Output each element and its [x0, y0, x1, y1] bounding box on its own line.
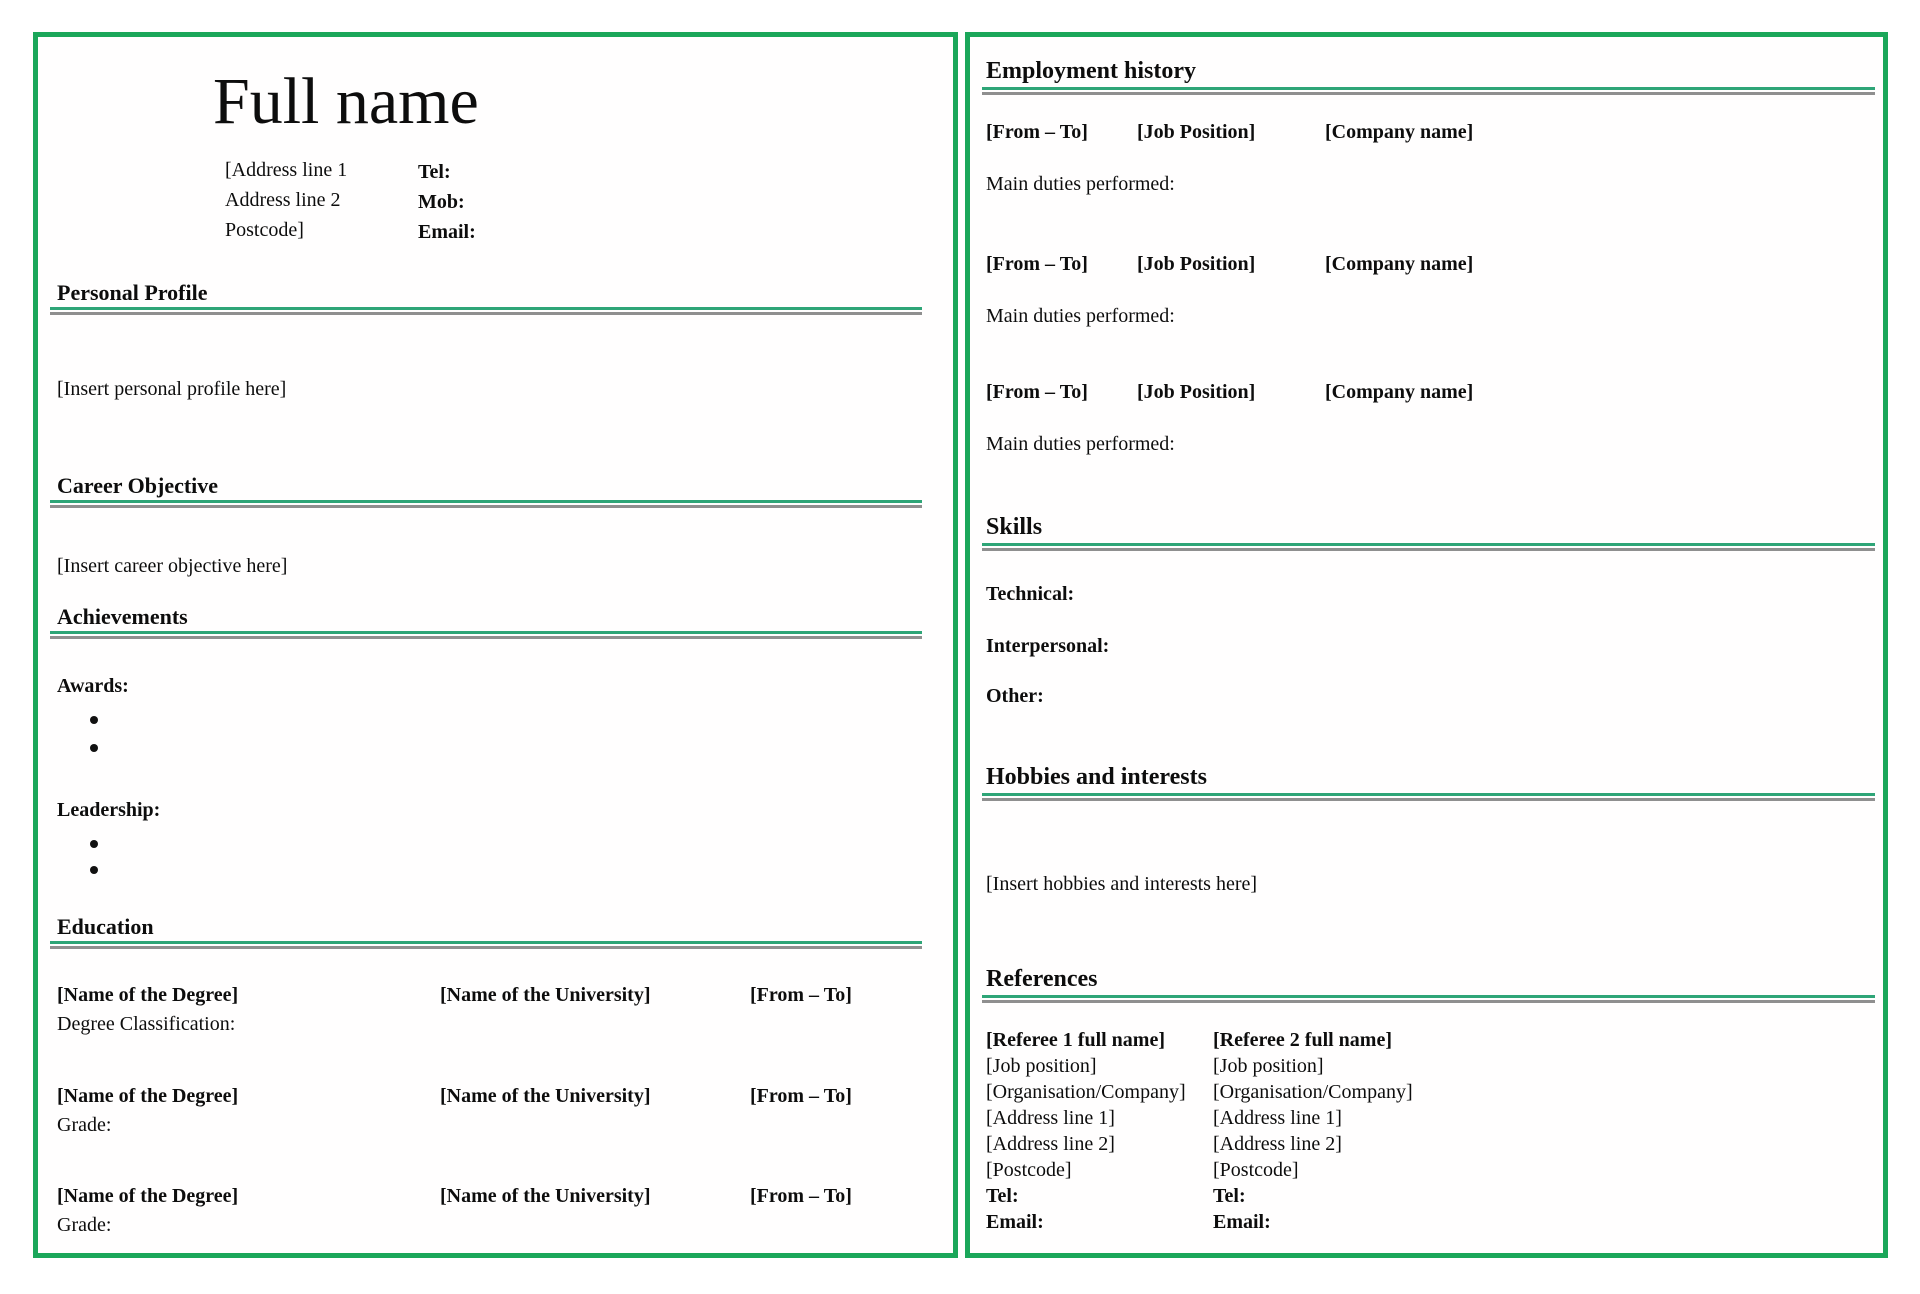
referee-address-2[interactable]: [Address line 2]	[986, 1133, 1115, 1155]
employment-entry	[970, 379, 1865, 409]
referee-2-block	[1213, 1027, 1513, 1235]
job-position[interactable]: [Job Position]	[1137, 121, 1256, 143]
section-divider	[50, 631, 922, 639]
company-name[interactable]: [Company name]	[1325, 253, 1474, 275]
grade-label[interactable]: Grade:	[57, 1114, 112, 1136]
university-name[interactable]: [Name of the University]	[440, 1185, 651, 1207]
employment-history-heading: Employment history	[986, 58, 1196, 84]
section-divider	[982, 87, 1875, 95]
address-line-2[interactable]: Address line 2	[225, 189, 341, 211]
employment-entry	[970, 251, 1865, 281]
cv-page-right	[965, 32, 1888, 1258]
degree-name[interactable]: [Name of the Degree]	[57, 1085, 239, 1107]
leadership-label: Leadership:	[57, 799, 161, 821]
education-entry	[57, 1083, 942, 1147]
referee-name[interactable]: [Referee 2 full name]	[1213, 1029, 1393, 1051]
awards-label: Awards:	[57, 675, 129, 697]
mob-label[interactable]: Mob:	[418, 191, 465, 213]
referee-email-label[interactable]: Email:	[986, 1211, 1044, 1233]
education-period[interactable]: [From – To]	[750, 1185, 852, 1207]
section-divider	[982, 543, 1875, 551]
main-duties-label[interactable]: Main duties performed:	[986, 433, 1175, 455]
education-period[interactable]: [From – To]	[750, 1085, 852, 1107]
education-heading: Education	[57, 914, 154, 939]
section-divider	[982, 995, 1875, 1003]
company-name[interactable]: [Company name]	[1325, 381, 1474, 403]
tel-label[interactable]: Tel:	[418, 161, 451, 183]
referee-job-position[interactable]: [Job position]	[1213, 1055, 1324, 1077]
email-label[interactable]: Email:	[418, 221, 476, 243]
university-name[interactable]: [Name of the University]	[440, 1085, 651, 1107]
job-position[interactable]: [Job Position]	[1137, 381, 1256, 403]
references-heading: References	[986, 966, 1098, 992]
job-position[interactable]: [Job Position]	[1137, 253, 1256, 275]
section-divider	[982, 793, 1875, 801]
grade-label[interactable]: Grade:	[57, 1214, 112, 1236]
referee-organisation[interactable]: [Organisation/Company]	[986, 1081, 1186, 1103]
hobbies-heading: Hobbies and interests	[986, 764, 1207, 790]
cv-page-left	[33, 32, 958, 1258]
section-divider	[50, 941, 922, 949]
university-name[interactable]: [Name of the University]	[440, 984, 651, 1006]
education-entry	[57, 982, 942, 1046]
referee-postcode[interactable]: [Postcode]	[1213, 1159, 1299, 1181]
interpersonal-skills-label[interactable]: Interpersonal:	[986, 635, 1110, 657]
address-line-1[interactable]: [Address line 1	[225, 159, 348, 181]
achievements-heading: Achievements	[57, 604, 188, 629]
referee-tel-label[interactable]: Tel:	[986, 1185, 1019, 1207]
career-objective-heading: Career Objective	[57, 473, 219, 498]
bullet-dot	[90, 866, 98, 874]
company-name[interactable]: [Company name]	[1325, 121, 1474, 143]
employment-period[interactable]: [From – To]	[986, 121, 1088, 143]
employment-period[interactable]: [From – To]	[986, 381, 1088, 403]
referee-name[interactable]: [Referee 1 full name]	[986, 1029, 1166, 1051]
employment-period[interactable]: [From – To]	[986, 253, 1088, 275]
section-divider	[50, 500, 922, 508]
referee-address-1[interactable]: [Address line 1]	[986, 1107, 1115, 1129]
referee-tel-label[interactable]: Tel:	[1213, 1185, 1246, 1207]
degree-name[interactable]: [Name of the Degree]	[57, 1185, 239, 1207]
address-block	[225, 155, 347, 245]
personal-profile-placeholder[interactable]: [Insert personal profile here]	[57, 378, 287, 400]
degree-name[interactable]: [Name of the Degree]	[57, 984, 239, 1006]
technical-skills-label[interactable]: Technical:	[986, 583, 1075, 605]
degree-classification-label[interactable]: Degree Classification:	[57, 1013, 236, 1035]
referee-organisation[interactable]: [Organisation/Company]	[1213, 1081, 1413, 1103]
bullet-dot	[90, 744, 98, 752]
career-objective-placeholder[interactable]: [Insert career objective here]	[57, 555, 288, 577]
referee-job-position[interactable]: [Job position]	[986, 1055, 1097, 1077]
address-postcode[interactable]: Postcode]	[225, 219, 304, 241]
referee-address-1[interactable]: [Address line 1]	[1213, 1107, 1342, 1129]
skills-heading: Skills	[986, 514, 1043, 540]
referee-email-label[interactable]: Email:	[1213, 1211, 1271, 1233]
main-duties-label[interactable]: Main duties performed:	[986, 305, 1175, 327]
full-name-field[interactable]: Full name	[213, 65, 479, 138]
education-period[interactable]: [From – To]	[750, 984, 852, 1006]
employment-entry	[970, 119, 1865, 149]
main-duties-label[interactable]: Main duties performed:	[986, 173, 1175, 195]
contact-block	[418, 157, 476, 247]
bullet-dot	[90, 840, 98, 848]
referee-postcode[interactable]: [Postcode]	[986, 1159, 1072, 1181]
other-skills-label[interactable]: Other:	[986, 685, 1044, 707]
section-divider	[50, 307, 922, 315]
referee-address-2[interactable]: [Address line 2]	[1213, 1133, 1342, 1155]
education-entry	[57, 1183, 942, 1247]
personal-profile-heading: Personal Profile	[57, 280, 208, 305]
bullet-dot	[90, 716, 98, 724]
hobbies-placeholder[interactable]: [Insert hobbies and interests here]	[986, 873, 1258, 895]
